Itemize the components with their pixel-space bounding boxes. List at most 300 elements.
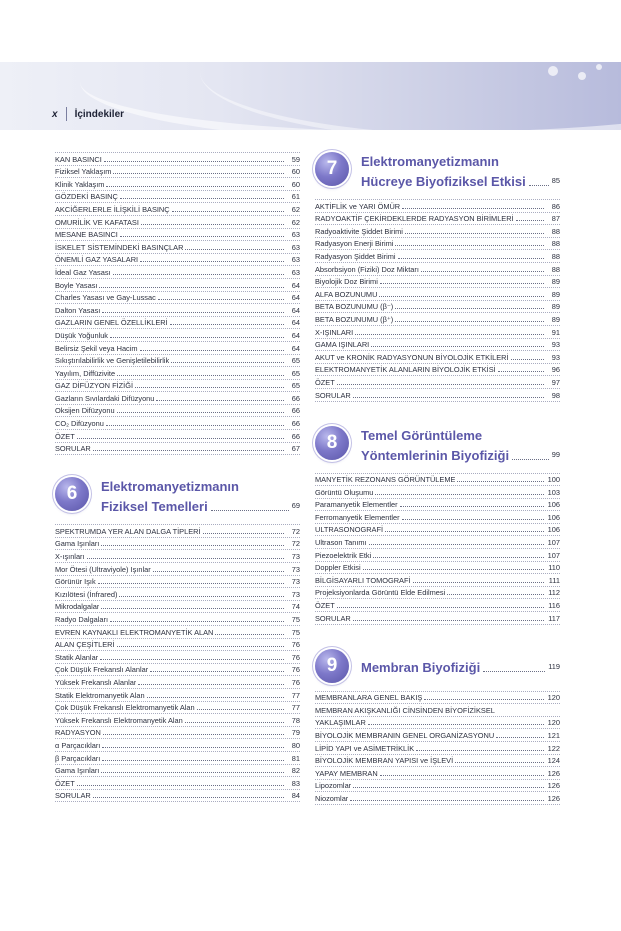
leader-dots: [106, 425, 284, 426]
toc-entry[interactable]: [55, 613, 300, 626]
chapter-page: 99: [551, 449, 560, 459]
toc-entry-page: 76: [291, 652, 300, 662]
toc-entry[interactable]: [315, 499, 560, 512]
toc-entry[interactable]: [55, 292, 300, 305]
toc-entry[interactable]: [55, 279, 300, 292]
toc-entry-page: 126: [547, 768, 560, 778]
toc-entry-title: SORULAR: [315, 613, 351, 623]
toc-entry-page: 60: [291, 179, 300, 189]
chapter-title-line2: Yöntemlerinin Biyofiziği: [361, 447, 510, 463]
leader-dots: [368, 724, 544, 725]
toc-entry-title: EVREN KAYNAKLI ELEKTROMANYETİK ALAN: [55, 627, 214, 637]
toc-entry-page: 126: [547, 781, 560, 791]
toc-entry-title: KAN BASINCI: [55, 154, 102, 164]
toc-entry[interactable]: [315, 288, 560, 301]
toc-entry-page: 98: [551, 390, 560, 400]
toc-entry-title: YAPAY MEMBRAN: [315, 768, 378, 778]
toc-entry-title: β Parçacıkları: [55, 753, 101, 763]
toc-entry[interactable]: [315, 511, 560, 524]
chapter-title-line2: Fiziksel Temelleri: [101, 499, 208, 515]
leader-dots: [158, 299, 284, 300]
toc-entry-title: X-IŞINLARI: [315, 327, 354, 337]
toc-entry-title: Gama Işınları: [55, 539, 100, 549]
leader-dots: [120, 236, 284, 237]
toc-entry[interactable]: [55, 329, 300, 342]
toc-entry-page: 96: [551, 365, 560, 375]
toc-entry-page: 86: [551, 201, 560, 211]
leader-dots: [424, 699, 544, 700]
toc-entry-page: 110: [548, 563, 560, 573]
toc-entry[interactable]: [55, 639, 300, 652]
toc-entry-page: 63: [291, 255, 300, 265]
toc-entry-title: ALAN ÇEŞİTLERİ: [55, 640, 115, 650]
leader-dots: [117, 646, 284, 647]
leader-dots: [113, 173, 284, 174]
toc-entry-page: 66: [291, 419, 300, 429]
toc-entry-title: Mor Ötesi (Ultraviyole) Işınlar: [55, 564, 151, 574]
toc-entry-title: SORULAR: [55, 444, 91, 454]
page-number: x: [52, 108, 58, 120]
toc-entry[interactable]: [55, 651, 300, 664]
banner-bubble: [548, 66, 558, 76]
toc-entry[interactable]: [55, 430, 300, 443]
toc-entry[interactable]: [55, 752, 300, 765]
toc-entry[interactable]: [55, 443, 300, 456]
leader-dots: [353, 620, 544, 621]
leader-dots: [185, 249, 284, 250]
toc-entry-title: ÖZET: [315, 377, 335, 387]
leader-dots: [138, 684, 284, 685]
toc-entry-page: 77: [291, 690, 300, 700]
toc-entry-title: AKCİĞERLERLE İLİŞKİLİ BASINÇ: [55, 204, 170, 214]
toc-entry[interactable]: [55, 304, 300, 317]
toc-entry-page: 84: [291, 791, 300, 801]
toc-entry-page: 89: [551, 289, 560, 299]
toc-entry-page: 64: [291, 318, 300, 328]
chapter-9-heading[interactable]: [315, 649, 560, 683]
leader-dots: [402, 519, 544, 520]
leader-dots: [102, 312, 284, 313]
leader-dots: [103, 734, 284, 735]
toc-entry-title: Çok Düşük Frekanslı Elektromanyetik Alan: [55, 703, 195, 713]
toc-entry[interactable]: [315, 524, 560, 537]
leader-dots: [215, 634, 284, 635]
toc-entry-page: 88: [551, 251, 560, 261]
toc-entry[interactable]: [315, 780, 560, 793]
toc-entry-page: 74: [291, 602, 300, 612]
toc-entry-page: 78: [291, 715, 300, 725]
leader-dots: [483, 671, 545, 672]
toc-entry[interactable]: [315, 225, 560, 238]
chapter-title-line1: Temel Görüntüleme: [361, 427, 483, 443]
chapter-title-line1: Elektromanyetizmanın: [361, 154, 499, 169]
leader-dots: [447, 594, 544, 595]
toc-entry[interactable]: [55, 166, 300, 179]
toc-entry[interactable]: [315, 742, 560, 755]
leader-dots: [99, 287, 284, 288]
chapter-7-heading[interactable]: [315, 152, 560, 191]
toc-entry[interactable]: [315, 238, 560, 251]
toc-entry-page: 121: [547, 731, 560, 740]
leader-dots: [400, 506, 544, 507]
leader-dots: [106, 186, 284, 187]
leader-dots: [98, 583, 284, 584]
toc-entry[interactable]: [315, 599, 560, 612]
toc-entry[interactable]: [55, 765, 300, 778]
toc-entry[interactable]: [55, 342, 300, 355]
leader-dots: [511, 359, 544, 360]
leader-dots: [355, 334, 544, 335]
toc-entry-page: 88: [551, 239, 560, 249]
leader-dots: [373, 557, 544, 558]
toc-entry-page: 117: [548, 613, 560, 623]
toc-entry-page: 64: [291, 305, 300, 315]
toc-entry-page: 79: [291, 728, 300, 738]
toc-entry[interactable]: [55, 790, 300, 803]
toc-entry-title: ALFA BOZUNUMU: [315, 289, 378, 299]
toc-entries-chapter5: [55, 152, 300, 455]
toc-entry[interactable]: [55, 563, 300, 576]
leader-dots: [496, 737, 544, 738]
toc-entry-title: Lipozomlar: [315, 781, 352, 791]
leader-dots: [102, 760, 284, 761]
toc-entry-page: 83: [291, 778, 300, 788]
toc-entry-title: ÖZET: [315, 601, 335, 611]
toc-entry[interactable]: [55, 392, 300, 405]
banner-bubble: [596, 64, 602, 70]
toc-entry-title: Gazların Sıvılardaki Difüzyonu: [55, 393, 155, 403]
leader-dots: [113, 274, 284, 275]
toc-entry-title: Biyolojik Doz Birimi: [315, 277, 378, 287]
leader-dots: [516, 220, 544, 221]
toc-entry[interactable]: [315, 213, 560, 226]
toc-entry-title: ELEKTROMANYETİK ALANLARIN BİYOLOJİK ETKİSİ: [315, 365, 496, 375]
page-header: [52, 106, 124, 122]
toc-entry[interactable]: [55, 229, 300, 242]
toc-entry-title: MEMBRAN AKIŞKANLIĞI CİNSİNDEN BİYOFİZİKSEL: [315, 705, 495, 715]
toc-entry[interactable]: [55, 178, 300, 191]
toc-entry-page: 88: [551, 264, 560, 274]
toc-entry-title: Yüksek Frekanslı Elektromanyetik Alan: [55, 715, 183, 725]
toc-entry-title: Statik Alanlar: [55, 652, 99, 662]
toc-entry-page: 75: [291, 627, 300, 637]
toc-entry-title: Düşük Yoğunluk: [55, 330, 109, 340]
leader-dots: [395, 245, 544, 246]
toc-entry[interactable]: [315, 612, 560, 625]
toc-entry[interactable]: [55, 417, 300, 430]
toc-entry-page: 60: [291, 167, 300, 177]
toc-entry-title: Çok Düşük Frekanslı Alanlar: [55, 665, 149, 675]
toc-entry[interactable]: [315, 326, 560, 339]
chapter-page: 119: [548, 661, 560, 671]
toc-entry-title: Statik Elektromanyetik Alan: [55, 690, 145, 700]
chapter-title: [361, 649, 560, 677]
toc-entry-title: SORULAR: [55, 791, 91, 801]
leader-dots: [117, 375, 284, 376]
toc-entry[interactable]: [315, 263, 560, 276]
toc-entry[interactable]: [55, 664, 300, 677]
toc-entry[interactable]: [55, 216, 300, 229]
toc-entry-page: 72: [291, 539, 300, 549]
toc-entry[interactable]: [315, 301, 560, 314]
toc-entry[interactable]: [55, 550, 300, 563]
toc-entry-title: GAZLARIN GENEL ÖZELLİKLERİ: [55, 318, 168, 328]
toc-entry-page: 76: [291, 640, 300, 650]
toc-entry[interactable]: [315, 729, 560, 742]
chapter-8-heading[interactable]: [315, 426, 560, 465]
toc-entry[interactable]: [55, 380, 300, 393]
leader-dots: [413, 582, 544, 583]
toc-entry[interactable]: [55, 727, 300, 740]
toc-entry[interactable]: [55, 241, 300, 254]
toc-entry[interactable]: [55, 405, 300, 418]
toc-entry-page: 73: [291, 589, 300, 599]
toc-entry-title: Yayılım, Diffüzivite: [55, 368, 116, 378]
leader-dots: [172, 211, 284, 212]
toc-entry[interactable]: [315, 692, 560, 705]
toc-entry-page: 106: [547, 500, 560, 510]
chapter-title-line1: Elektromanyetizmanın: [101, 479, 239, 495]
chapter-page: 85: [551, 176, 560, 185]
toc-entry-page: 64: [291, 343, 300, 353]
toc-entry-title: α Parçacıkları: [55, 740, 101, 750]
toc-entry[interactable]: [315, 486, 560, 499]
leader-dots: [77, 438, 284, 439]
toc-entry-title: Projeksiyonlarda Görüntü Elde Edilmesi: [315, 588, 446, 598]
toc-entry-page: 81: [291, 753, 300, 763]
leader-dots: [100, 659, 284, 660]
toc-entry-page: 88: [551, 226, 560, 236]
toc-entry-title: Niozomlar: [315, 793, 349, 803]
chapter-title: [361, 426, 560, 465]
leader-dots: [110, 621, 284, 622]
toc-entry-title: Dalton Yasası: [55, 305, 101, 315]
toc-entry-title: AKTİFLİK ve YARI ÖMÜR: [315, 201, 401, 211]
toc-entry-page: 100: [547, 475, 560, 485]
toc-entry-page: 64: [291, 293, 300, 303]
toc-entry[interactable]: [315, 389, 560, 402]
leader-dots: [101, 772, 284, 773]
chapter-number-badge: 7: [315, 152, 349, 186]
toc-entry-title: ULTRASONOGRAFİ: [315, 525, 384, 535]
toc-entry[interactable]: [55, 739, 300, 752]
leader-dots: [150, 671, 284, 672]
toc-entry-title: BİYOLOJİK MEMBRAN YAPISI ve İŞLEVİ: [315, 756, 454, 766]
toc-entry[interactable]: [315, 549, 560, 562]
toc-entry[interactable]: [55, 601, 300, 614]
toc-entry[interactable]: [55, 254, 300, 267]
toc-entry-title: YAKLAŞIMLAR: [315, 718, 366, 728]
leader-dots: [379, 296, 544, 297]
toc-entry-page: 107: [547, 538, 560, 548]
toc-entry-title: BİLGİSAYARLI TOMOGRAFİ: [315, 575, 411, 585]
leader-dots: [77, 785, 284, 786]
toc-entry-title: Radyo Dalgaları: [55, 615, 108, 624]
toc-entry[interactable]: [315, 717, 560, 730]
leader-dots: [156, 400, 284, 401]
toc-entry[interactable]: [55, 203, 300, 216]
toc-entry-page: 107: [547, 550, 560, 560]
toc-entry-title: ÖZET: [55, 431, 75, 441]
toc-entry[interactable]: [55, 676, 300, 689]
leader-dots: [455, 762, 544, 763]
chapter-page: 69: [291, 501, 300, 511]
toc-entry-title: İdeal Gaz Yasası: [55, 267, 111, 277]
toc-entry-page: 63: [291, 242, 300, 252]
leader-dots: [371, 346, 544, 347]
toc-entry[interactable]: [55, 525, 300, 538]
leader-dots: [171, 362, 284, 363]
chapter-number-badge: 9: [315, 649, 349, 683]
toc-entry[interactable]: [315, 574, 560, 587]
toc-entry-title: LİPİD YAPI ve ASİMETRİKLİK: [315, 743, 415, 753]
toc-entry[interactable]: [55, 153, 300, 166]
toc-entry[interactable]: [315, 250, 560, 263]
toc-entry-title: Charles Yasası ve Gay-Lussac: [55, 293, 156, 303]
toc-entry-title: İSKELET SİSTEMİNDEKİ BASINÇLAR: [55, 242, 184, 252]
toc-entry-page: 63: [291, 230, 300, 240]
banner-bubble: [578, 72, 586, 80]
toc-entry-title: BETA BOZUNUMU (β⁺): [315, 314, 394, 324]
toc-entry-title: Radyoaktivite Şiddet Birimi: [315, 226, 403, 236]
toc-entry[interactable]: [315, 351, 560, 364]
leader-dots: [141, 224, 284, 225]
toc-entry[interactable]: [315, 792, 560, 805]
toc-entry-page: 75: [291, 615, 300, 624]
leader-dots: [93, 450, 284, 451]
leader-dots: [512, 459, 549, 460]
toc-entry-page: 111: [548, 575, 560, 585]
toc-entry[interactable]: [55, 702, 300, 715]
leader-dots: [211, 510, 289, 511]
toc-entry[interactable]: [55, 266, 300, 279]
toc-entry-title: MANYETİK REZONANS GÖRÜNTÜLEME: [315, 475, 456, 485]
toc-entry-page: 73: [291, 577, 300, 587]
toc-entry-title: Ultrason Tanımı: [315, 538, 367, 548]
toc-entry-title: Görüntü Oluşumu: [315, 487, 374, 497]
leader-dots: [203, 533, 284, 534]
leader-dots: [135, 387, 284, 388]
toc-entry[interactable]: [55, 689, 300, 702]
leader-dots: [337, 384, 544, 385]
leader-dots: [110, 337, 284, 338]
leader-dots: [120, 198, 284, 199]
leader-dots: [457, 481, 544, 482]
toc-entry[interactable]: [55, 777, 300, 790]
toc-entry[interactable]: [55, 626, 300, 639]
toc-entry[interactable]: [55, 355, 300, 368]
toc-entry[interactable]: [315, 364, 560, 377]
toc-entry[interactable]: [315, 276, 560, 289]
toc-entry-page: 63: [291, 267, 300, 277]
toc-entry-page: 93: [551, 352, 560, 362]
toc-entry-title: RADYASYON: [55, 728, 101, 738]
leader-dots: [119, 596, 284, 597]
toc-entry[interactable]: [55, 588, 300, 601]
leader-dots: [363, 569, 544, 570]
toc-entry-page: 59: [291, 154, 300, 164]
toc-entry-title: GAMA IŞINLARI: [315, 340, 370, 350]
toc-entry-page: 106: [547, 525, 560, 535]
toc-entry[interactable]: [55, 367, 300, 380]
toc-entry-title: SORULAR: [315, 390, 351, 400]
leader-dots: [104, 161, 284, 162]
toc-entry-title: BETA BOZUNUMU (β⁻): [315, 302, 394, 312]
toc-entry[interactable]: [315, 755, 560, 768]
toc-entry[interactable]: [315, 376, 560, 389]
toc-entry-title: GÖZDEKİ BASINÇ: [55, 192, 118, 202]
toc-entry[interactable]: [315, 339, 560, 352]
leader-dots: [101, 545, 284, 546]
leader-dots: [140, 261, 284, 262]
toc-entry-title: Piezoelektrik Etki: [315, 550, 372, 560]
page-title: İçindekiler: [74, 108, 125, 120]
toc-entry-title: AKUT ve KRONİK RADYASYONUN BİYOLOJİK ETKİLERİ: [315, 352, 509, 362]
chapter-title: [101, 477, 300, 516]
toc-entry-title: Kızılötesi (İnfrared): [55, 589, 118, 599]
toc-entry-page: 66: [291, 431, 300, 441]
toc-entry-title: SPEKTRUMDA YER ALAN DALGA TİPLERİ: [55, 526, 201, 536]
toc-entries-chapter7: [315, 199, 560, 402]
toc-entry[interactable]: [55, 191, 300, 204]
toc-entry[interactable]: [55, 576, 300, 589]
toc-entry[interactable]: [55, 538, 300, 551]
leader-dots: [140, 350, 284, 351]
toc-entry[interactable]: [315, 587, 560, 600]
leader-dots: [350, 800, 544, 801]
leader-dots: [529, 185, 549, 186]
toc-entry[interactable]: [315, 474, 560, 487]
toc-entry-page: 65: [291, 356, 300, 366]
chapter-6-heading[interactable]: [55, 477, 300, 516]
toc-entry-title: Boyle Yasası: [55, 280, 98, 290]
toc-entry-page: 65: [291, 381, 300, 391]
toc-entry-title: Yüksek Frekanslı Alanlar: [55, 677, 137, 687]
toc-entry[interactable]: [315, 536, 560, 549]
leader-dots: [380, 283, 544, 284]
toc-entry-page: 116: [548, 601, 560, 611]
toc-entry-title: RADYOAKTİF ÇEKİRDEKLERDE RADYASYON BİRİMLERİ: [315, 214, 514, 224]
leader-dots: [375, 494, 544, 495]
toc-entry-page: 120: [547, 693, 560, 703]
leader-dots: [185, 722, 284, 723]
toc-entry-page: 72: [291, 526, 300, 536]
toc-entry[interactable]: [315, 704, 560, 717]
leader-dots: [380, 775, 544, 776]
toc-entry[interactable]: [315, 313, 560, 326]
leader-dots: [498, 371, 544, 372]
chapter-title-line1: Membran Biyofiziği: [361, 659, 481, 675]
toc-entry-title: GAZ DİFÜZYON FİZİĞİ: [55, 381, 134, 391]
toc-entry-title: Gama Işınları: [55, 766, 100, 776]
toc-entry-page: 124: [547, 756, 560, 766]
leader-dots: [385, 531, 544, 532]
leader-dots: [398, 258, 544, 259]
toc-entry-page: 76: [291, 665, 300, 675]
leader-dots: [153, 571, 284, 572]
toc-entry-title: Fiziksel Yaklaşım: [55, 167, 112, 177]
toc-entry[interactable]: [55, 317, 300, 330]
toc-entry[interactable]: [315, 767, 560, 780]
toc-entry-title: ÖNEMLİ GAZ YASALARI: [55, 255, 139, 265]
toc-entry[interactable]: [315, 200, 560, 213]
toc-entry-page: 66: [291, 406, 300, 416]
toc-entry-title: MEMBRANLARA GENEL BAKIŞ: [315, 693, 423, 703]
toc-entry-page: 82: [291, 766, 300, 776]
leader-dots: [395, 308, 544, 309]
toc-entry[interactable]: [315, 562, 560, 575]
toc-entry[interactable]: [55, 714, 300, 727]
